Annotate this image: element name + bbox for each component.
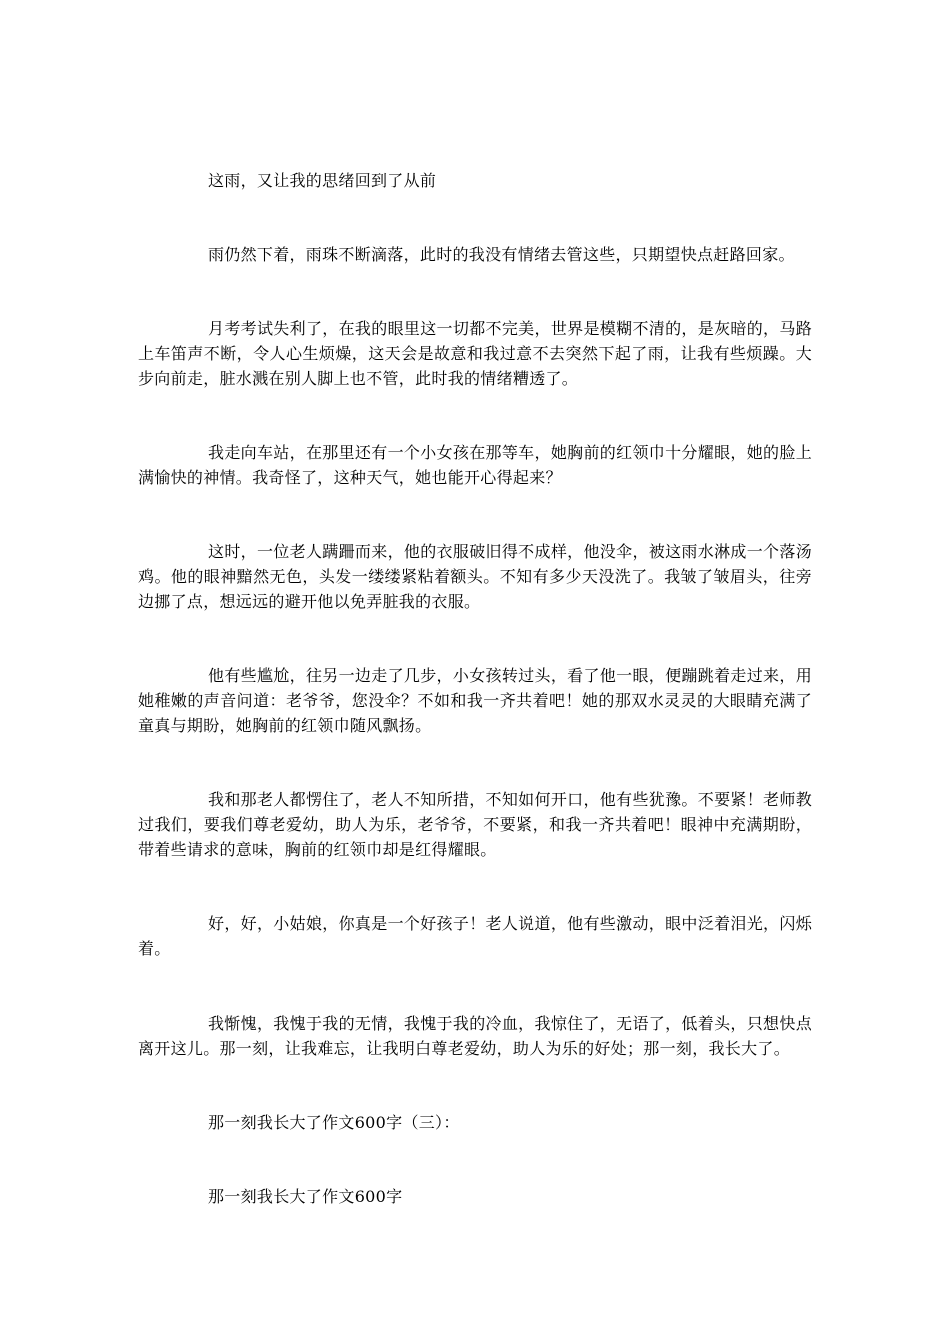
paragraph-8: 好，好，小姑娘，你真是一个好孩子！老人说道，他有些激动，眼中泛着泪光，闪烁着。 [138, 914, 812, 958]
paragraph-7: 我和那老人都愣住了，老人不知所措，不知如何开口，他有些犹豫。不要紧！老师教过我们，要我们尊老爱幼，助人为乐，老爷爷，不要紧，和我一齐共着吧！眼神中充满期盼，带着些请求的意味，胸前的红领巾却是红得耀眼。 [138, 790, 812, 859]
paragraph-6: 他有些尴尬，往另一边走了几步，小女孩转过头，看了他一眼，便蹦跳着走过来，用她稚嫩的声音问道：老爷爷，您没伞？不如和我一齐共着吧！她的那双水灵灵的大眼睛充满了童真与期盼，她胸前的红领巾随风飘扬。 [138, 666, 812, 735]
paragraph-11: 那一刻我长大了作文600字 [208, 1187, 403, 1206]
paragraph-4: 我走向车站，在那里还有一个小女孩在那等车，她胸前的红领巾十分耀眼，她的脸上满愉快的神情。我奇怪了，这种天气，她也能开心得起来？ [138, 443, 812, 487]
paragraph-2: 雨仍然下着，雨珠不断滴落，此时的我没有情绪去管这些，只期望快点赶路回家。 [208, 245, 795, 264]
paragraph-3: 月考考试失利了，在我的眼里这一切都不完美，世界是模糊不清的，是灰暗的，马路上车笛声不断，令人心生烦燥，这天会是故意和我过意不去突然下起了雨，让我有些烦躁。大步向前走，脏水溅在别人脚上也不管，此时我的情绪糟透了。 [138, 319, 812, 388]
paragraph-10: 那一刻我长大了作文600字（三）： [208, 1113, 460, 1132]
paragraph-5: 这时，一位老人蹒跚而来，他的衣服破旧得不成样，他没伞，被这雨水淋成一个落汤鸡。他的眼神黯然无色，头发一缕缕紧粘着额头。不知有多少天没洗了。我皱了皱眉头，往旁边挪了点，想远远的避开他以免弄脏我的衣服。 [138, 542, 812, 611]
paragraph-1: 这雨，又让我的思绪回到了从前 [208, 171, 437, 190]
paragraph-9: 我惭愧，我愧于我的无情，我愧于我的冷血，我惊住了，无语了，低着头，只想快点离开这儿。那一刻，让我难忘，让我明白尊老爱幼，助人为乐的好处；那一刻，我长大了。 [138, 1014, 812, 1058]
